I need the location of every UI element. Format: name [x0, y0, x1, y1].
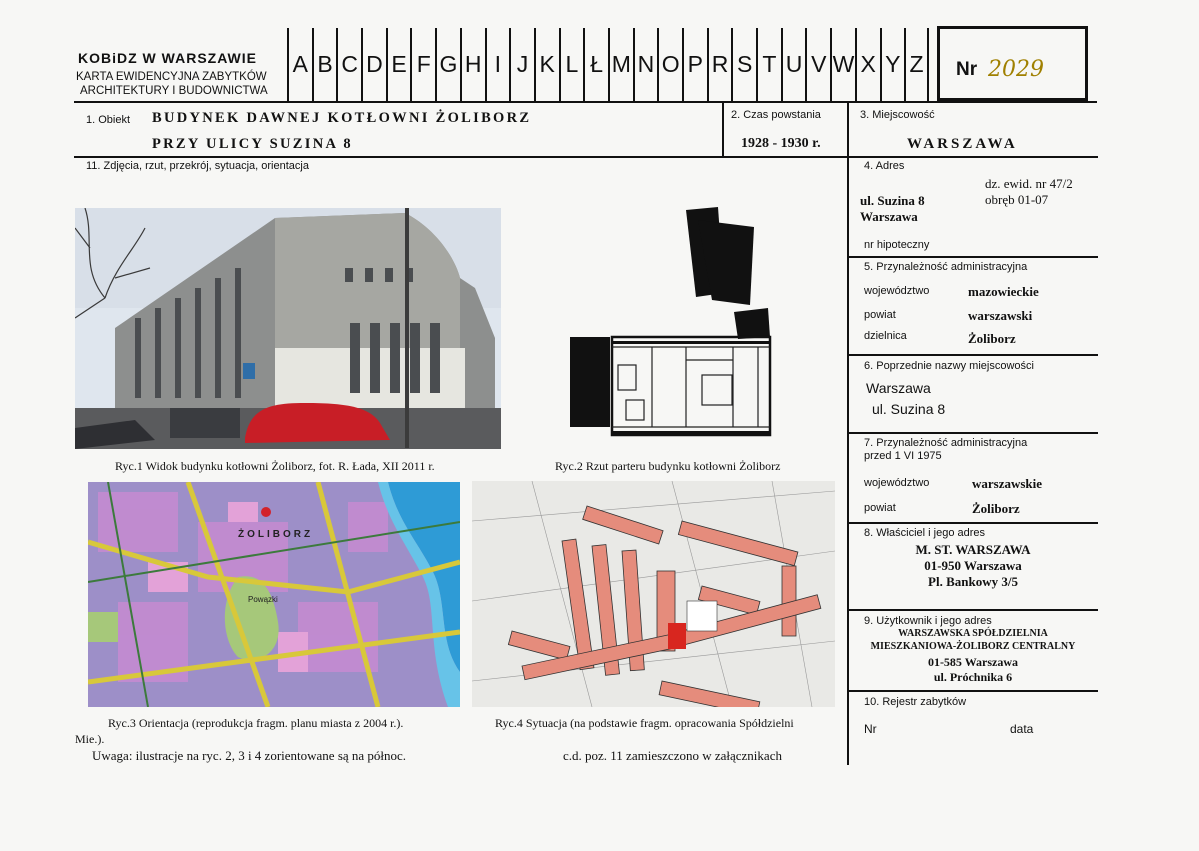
- prev-names-label: 6. Poprzednie nazwy miejscowości: [864, 360, 1034, 372]
- continuation-note: c.d. poz. 11 zamieszczono w załącznikach: [563, 748, 782, 763]
- rule-right-f: [848, 609, 1098, 611]
- user-line3: 01-585 Warszawa: [927, 655, 1019, 669]
- user-line2: MIESZKANIOWA-ŻOLIBORZ CENTRALNY: [870, 641, 1076, 652]
- rule-right-g: [848, 690, 1098, 692]
- letter-cell: K: [534, 28, 559, 101]
- orientation-map: [88, 482, 460, 707]
- rule-under-header: [74, 101, 1097, 103]
- letter-cell: O: [657, 28, 682, 101]
- letter-cell: I: [485, 28, 510, 101]
- letter-cell: E: [386, 28, 411, 101]
- letter-cell: X: [855, 28, 880, 101]
- letter-cell: Ł: [583, 28, 608, 101]
- admin1975-label1: 7. Przynależność administracyjna: [864, 437, 1028, 449]
- user-label: 9. Użytkownik i jego adres: [864, 615, 992, 627]
- letter-cell: M: [608, 28, 633, 101]
- rule-right-d: [848, 432, 1098, 434]
- illustration-note: Uwaga: ilustracje na ryc. 2, 3 i 4 zorientowane są na północ.: [92, 748, 407, 763]
- map-park-label: Powązki: [248, 595, 278, 604]
- floor-plan: [568, 205, 773, 450]
- user-line4: ul. Próchnika 6: [933, 670, 1013, 684]
- time-label: 2. Czas powstania: [731, 109, 821, 121]
- letter-cell: F: [410, 28, 435, 101]
- owner-line3: Pl. Bankowy 3/5: [928, 574, 1018, 589]
- letter-cell: S: [731, 28, 756, 101]
- voivodeship1975-value: warszawskie: [972, 476, 1043, 491]
- rule-right-c: [848, 354, 1098, 356]
- register-label: 10. Rejestr zabytków: [864, 696, 967, 708]
- number-box: [937, 26, 1088, 101]
- rule-right-b: [848, 256, 1098, 258]
- address-label: 4. Adres: [864, 160, 905, 172]
- address-street: ul. Suzina 8: [860, 193, 925, 208]
- admin1975-label2: przed 1 VI 1975: [864, 450, 942, 462]
- letter-cell: J: [509, 28, 534, 101]
- prev-name-line1: Warszawa: [866, 380, 931, 396]
- voivodeship-label: województwo: [864, 285, 930, 297]
- object-label: 1. Obiekt: [86, 114, 131, 126]
- object-name-line2: PRZY ULICY SUZINA 8: [152, 136, 353, 152]
- district-label: dzielnica: [864, 330, 907, 342]
- county-value: warszawski: [968, 308, 1033, 323]
- register-date: data: [1010, 722, 1034, 736]
- rule-right-e: [848, 522, 1098, 524]
- caption-ryc4: Ryc.4 Sytuacja (na podstawie fragm. opracowania Spółdzielni: [495, 716, 794, 730]
- letter-cell: N: [633, 28, 658, 101]
- map-district-label: ŻOLIBORZ: [238, 529, 314, 540]
- letter-cell: A: [287, 28, 312, 101]
- register-nr: Nr: [864, 722, 877, 736]
- nr-value: 2029: [988, 57, 1044, 82]
- card-title-line2: ARCHITEKTURY I BUDOWNICTWA: [80, 85, 268, 97]
- owner-line2: 01-950 Warszawa: [924, 558, 1022, 573]
- letter-cell: Z: [904, 28, 929, 101]
- card-title-line1: KARTA EWIDENCYJNA ZABYTKÓW: [76, 71, 267, 83]
- letter-cell: H: [460, 28, 485, 101]
- rule-right-a: [848, 156, 1098, 158]
- user-line1: WARSZAWSKA SPÓŁDZIELNIA: [898, 628, 1048, 639]
- letter-cell: C: [336, 28, 361, 101]
- voivodeship1975-label: województwo: [864, 477, 930, 489]
- letter-cell: R: [707, 28, 732, 101]
- county1975-value: Żoliborz: [972, 501, 1020, 516]
- county1975-label: powiat: [864, 502, 896, 514]
- letter-cell: U: [781, 28, 806, 101]
- caption-ryc1: Ryc.1 Widok budynku kotłowni Żoliborz, fot. R. Łada, XII 2011 r.: [115, 459, 435, 473]
- owner-line1: M. ST. WARSZAWA: [915, 542, 1031, 557]
- place-label: 3. Miejscowość: [860, 109, 935, 121]
- prev-name-line2: ul. Suzina 8: [872, 401, 946, 417]
- admin-label: 5. Przynależność administracyjna: [864, 261, 1028, 273]
- object-name-line1: BUDYNEK DAWNEJ KOTŁOWNI ŻOLIBORZ: [152, 110, 532, 126]
- caption-ryc3: Ryc.3 Orientacja (reprodukcja fragm. planu miasta z 2004 r.).: [108, 716, 404, 730]
- voivodeship-value: mazowieckie: [968, 284, 1039, 299]
- alphabet-index: [287, 28, 929, 101]
- letter-cell: L: [559, 28, 584, 101]
- district-value: Żoliborz: [968, 331, 1016, 346]
- letter-cell: T: [756, 28, 781, 101]
- letter-cell: B: [312, 28, 337, 101]
- letter-cell: D: [361, 28, 386, 101]
- owner-label: 8. Właściciel i jego adres: [864, 527, 986, 539]
- letter-cell: V: [805, 28, 830, 101]
- time-value: 1928 - 1930 r.: [741, 136, 821, 151]
- county-label: powiat: [864, 309, 896, 321]
- building-photo: [75, 208, 501, 449]
- divider-object-time: [722, 101, 724, 157]
- institution-name: KOBiDZ W WARSZAWIE: [78, 50, 257, 66]
- mortgage-label: nr hipoteczny: [864, 239, 930, 251]
- letter-cell: G: [435, 28, 460, 101]
- letter-cell: P: [682, 28, 707, 101]
- caption-ryc2: Ryc.2 Rzut parteru budynku kotłowni Żoliborz: [555, 459, 781, 473]
- place-value: WARSZAWA: [907, 136, 1018, 152]
- parcel-number: dz. ewid. nr 47/2: [985, 176, 1073, 191]
- photos-label: 11. Zdjęcia, rzut, przekrój, sytuacja, orientacja: [86, 160, 309, 172]
- letter-cell: Y: [880, 28, 905, 101]
- letter-cell: W: [830, 28, 855, 101]
- rule-under-object: [74, 156, 848, 158]
- caption-ryc3-tail: Mie.).: [75, 732, 105, 746]
- parcel-district: obręb 01-07: [985, 192, 1049, 207]
- situation-plan: [472, 481, 835, 707]
- address-city: Warszawa: [860, 209, 918, 224]
- nr-label: Nr: [956, 59, 978, 80]
